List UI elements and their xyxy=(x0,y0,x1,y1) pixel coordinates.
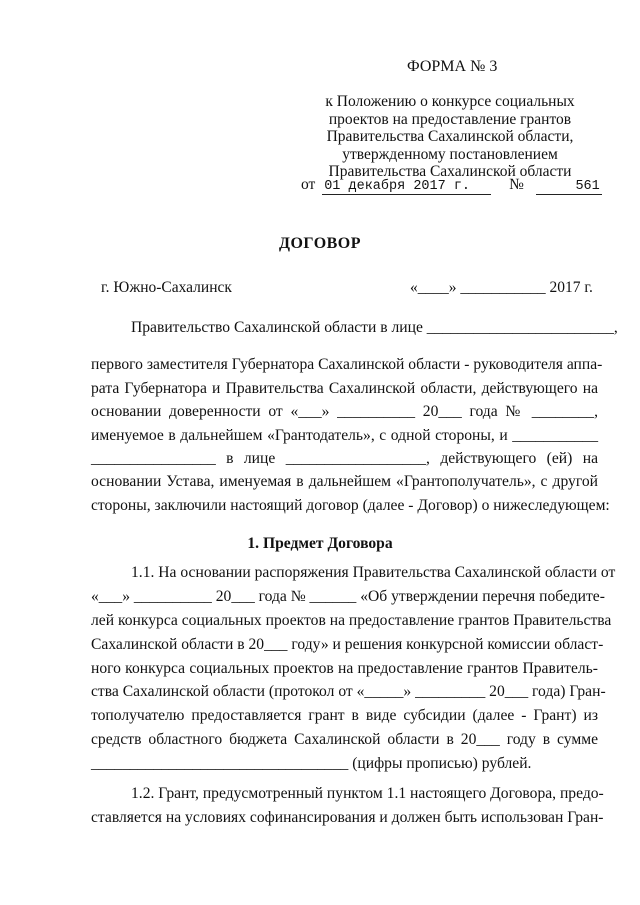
preamble xyxy=(91,316,618,517)
approval-line: Правительства Сахалинской области, xyxy=(326,128,574,146)
paragraph-line: 1.1. На основании распоряжения Правительства Сахалинской области от xyxy=(131,564,616,581)
decree-number-label: № xyxy=(509,176,524,193)
paragraph-line: ного конкурса социальных проектов на предоставление грантов Правитель- xyxy=(91,659,598,677)
form-number: ФОРМА № 3 xyxy=(407,58,498,75)
paragraph-line: тополучателю предоставляется грант в виде субсидии (далее - Грант) из xyxy=(91,707,598,725)
paragraph-line: «___» __________ 20___ года № ______ «Об утверждении перечня победите- xyxy=(91,587,605,605)
preamble-line: ________________ в лице __________________, действующего (ей) на xyxy=(91,449,598,467)
preamble-line: основании Устава, именуемая в дальнейшем «Грантополучатель», с другой xyxy=(91,473,598,491)
paragraph-line: Сахалинской области в 20___ году» и решения конкурсной комиссии област- xyxy=(91,635,604,653)
preamble-line: рата Губернатора и Правительства Сахалинской области, действующего на xyxy=(91,379,598,397)
contract-place: г. Южно-Сахалинск xyxy=(101,279,232,296)
paragraph-line: ства Сахалинской области (протокол от «_____» _________ 20___ года) Гран- xyxy=(91,683,606,701)
decree-date: 01 декабря 2017 г. xyxy=(322,179,491,195)
preamble-line: Правительство Сахалинской области в лице ________________________, xyxy=(131,319,618,336)
approval-line: к Положению о конкурсе социальных xyxy=(325,93,575,110)
paragraph-line: 1.2. Грант, предусмотренный пунктом 1.1 настоящего Договора, предо- xyxy=(131,785,604,803)
paragraph-line: ставляется на условиях софинансирования и должен быть использован Гран- xyxy=(91,808,604,826)
approval-line: проектов на предоставление грантов xyxy=(328,110,572,128)
approval-line: утвержденному постановлением xyxy=(342,145,558,163)
paragraph-line: _________________________________ (цифры прописью) рублей. xyxy=(91,755,532,773)
preamble-line: первого заместителя Губернатора Сахалинской области - руководителя аппа- xyxy=(91,356,603,374)
preamble-line: именуемое в дальнейшем «Грантодатель», с одной стороны, и ___________ xyxy=(91,426,598,444)
approval-line: Правительства Сахалинской области xyxy=(328,163,572,181)
contract-date: «____» ___________ 2017 г. xyxy=(410,279,593,296)
paragraph-line: лей конкурса социальных проектов на предоставление грантов Правительства xyxy=(91,611,612,629)
section-title: 1. Предмет Договора xyxy=(247,535,393,552)
document-title: ДОГОВОР xyxy=(278,235,362,252)
decree-reference xyxy=(301,176,602,195)
preamble-line: стороны, заключили настоящий договор (далее - Договор) о нижеследующем: xyxy=(91,496,610,514)
preamble-line: основании доверенности от «___» __________ 20___ года № ________, xyxy=(91,403,598,421)
section-1-body xyxy=(91,561,616,830)
paragraph-line: средств областного бюджета Сахалинской области в 20___ году в сумме xyxy=(91,731,598,749)
approval-note xyxy=(300,93,600,181)
decree-prefix: от xyxy=(301,176,316,193)
decree-number: 561 xyxy=(536,179,602,195)
